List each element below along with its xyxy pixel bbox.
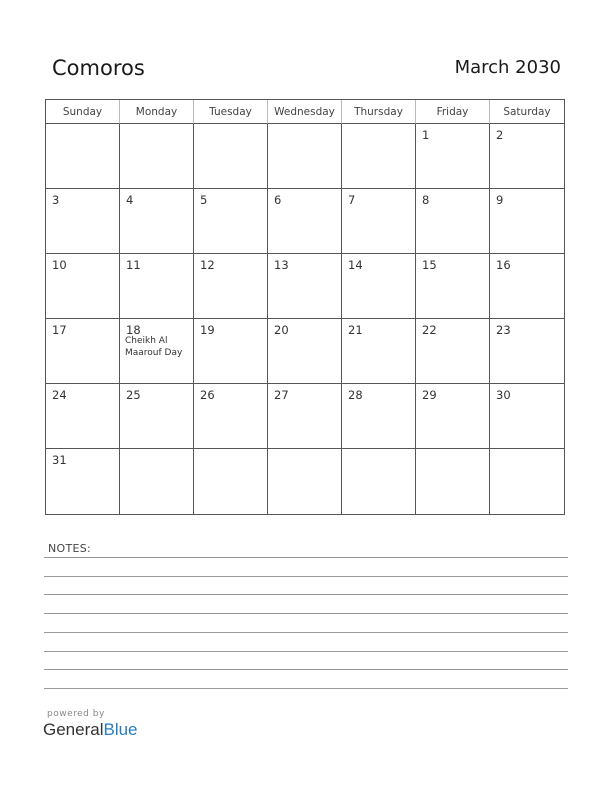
day-cell[interactable] [120,189,194,254]
day-cell[interactable] [46,449,120,514]
notes-label: NOTES: [48,542,92,555]
day-number: 21 [348,323,363,337]
weekday-header: Tuesday [194,100,268,124]
day-cell[interactable] [268,189,342,254]
day-number: 14 [348,258,363,272]
day-cell[interactable] [416,319,490,384]
brand-blue: Blue [103,720,138,739]
day-cell[interactable] [194,254,268,319]
day-number: 1 [422,128,430,142]
day-cell[interactable] [46,319,120,384]
day-number: 8 [422,193,430,207]
day-number: 11 [126,258,141,272]
day-cell[interactable] [268,124,342,189]
day-cell[interactable] [46,384,120,449]
day-number: 13 [274,258,289,272]
weekday-header: Monday [120,100,194,124]
day-number: 19 [200,323,215,337]
notes-line [44,669,568,670]
day-cell[interactable] [120,319,194,384]
day-number: 30 [496,388,511,402]
day-cell[interactable] [342,189,416,254]
weekday-header: Wednesday [268,100,342,124]
day-cell[interactable] [342,384,416,449]
country-title: Comoros [52,56,145,80]
day-cell[interactable] [490,319,564,384]
day-cell[interactable] [490,254,564,319]
day-cell[interactable] [194,449,268,514]
notes-line [44,594,568,595]
day-cell[interactable] [46,189,120,254]
day-cell[interactable] [46,124,120,189]
notes-line [44,632,568,633]
day-cell[interactable] [120,124,194,189]
notes-line [44,651,568,652]
notes-line [44,576,568,577]
day-number: 3 [52,193,60,207]
holiday-label: Cheikh Al Maarouf Day [125,336,183,358]
day-cell[interactable] [342,124,416,189]
day-number: 23 [496,323,511,337]
day-number: 7 [348,193,356,207]
day-cell[interactable] [416,124,490,189]
day-number: 9 [496,193,504,207]
day-number: 22 [422,323,437,337]
weekday-header: Friday [416,100,490,124]
day-cell[interactable] [120,449,194,514]
day-cell[interactable] [490,384,564,449]
day-cell[interactable] [416,189,490,254]
day-number: 5 [200,193,208,207]
day-cell[interactable] [490,449,564,514]
day-number: 31 [52,453,67,467]
day-cell[interactable] [416,254,490,319]
day-cell[interactable] [268,449,342,514]
day-number: 16 [496,258,511,272]
day-cell[interactable] [342,254,416,319]
brand-general: General [43,720,104,739]
day-cell[interactable] [194,319,268,384]
day-number: 4 [126,193,134,207]
day-number: 2 [496,128,504,142]
day-cell[interactable] [120,254,194,319]
day-cell[interactable] [268,254,342,319]
notes-line [44,613,568,614]
day-number: 6 [274,193,282,207]
day-number: 12 [200,258,215,272]
notes-line [44,688,568,689]
day-number: 24 [52,388,67,402]
day-cell[interactable] [342,319,416,384]
day-cell[interactable] [342,449,416,514]
day-number: 17 [52,323,67,337]
day-number: 26 [200,388,215,402]
day-number: 10 [52,258,67,272]
day-cell[interactable] [194,124,268,189]
day-cell[interactable] [490,189,564,254]
weekday-header: Saturday [490,100,564,124]
day-number: 25 [126,388,141,402]
day-cell[interactable] [268,384,342,449]
day-number: 28 [348,388,363,402]
day-cell[interactable] [416,449,490,514]
day-number: 18 [126,323,141,337]
brand-logo[interactable] [43,720,138,740]
day-number: 27 [274,388,289,402]
calendar-grid [45,99,565,515]
day-cell[interactable] [490,124,564,189]
day-cell[interactable] [194,189,268,254]
weekday-header: Thursday [342,100,416,124]
day-number: 15 [422,258,437,272]
day-cell[interactable] [120,384,194,449]
day-cell[interactable] [46,254,120,319]
day-cell[interactable] [416,384,490,449]
month-title: March 2030 [454,57,561,78]
notes-line [44,557,568,558]
day-cell[interactable] [268,319,342,384]
day-number: 29 [422,388,437,402]
weekday-header: Sunday [46,100,120,124]
day-number: 20 [274,323,289,337]
day-cell[interactable] [194,384,268,449]
powered-by-text: powered by [47,709,105,719]
